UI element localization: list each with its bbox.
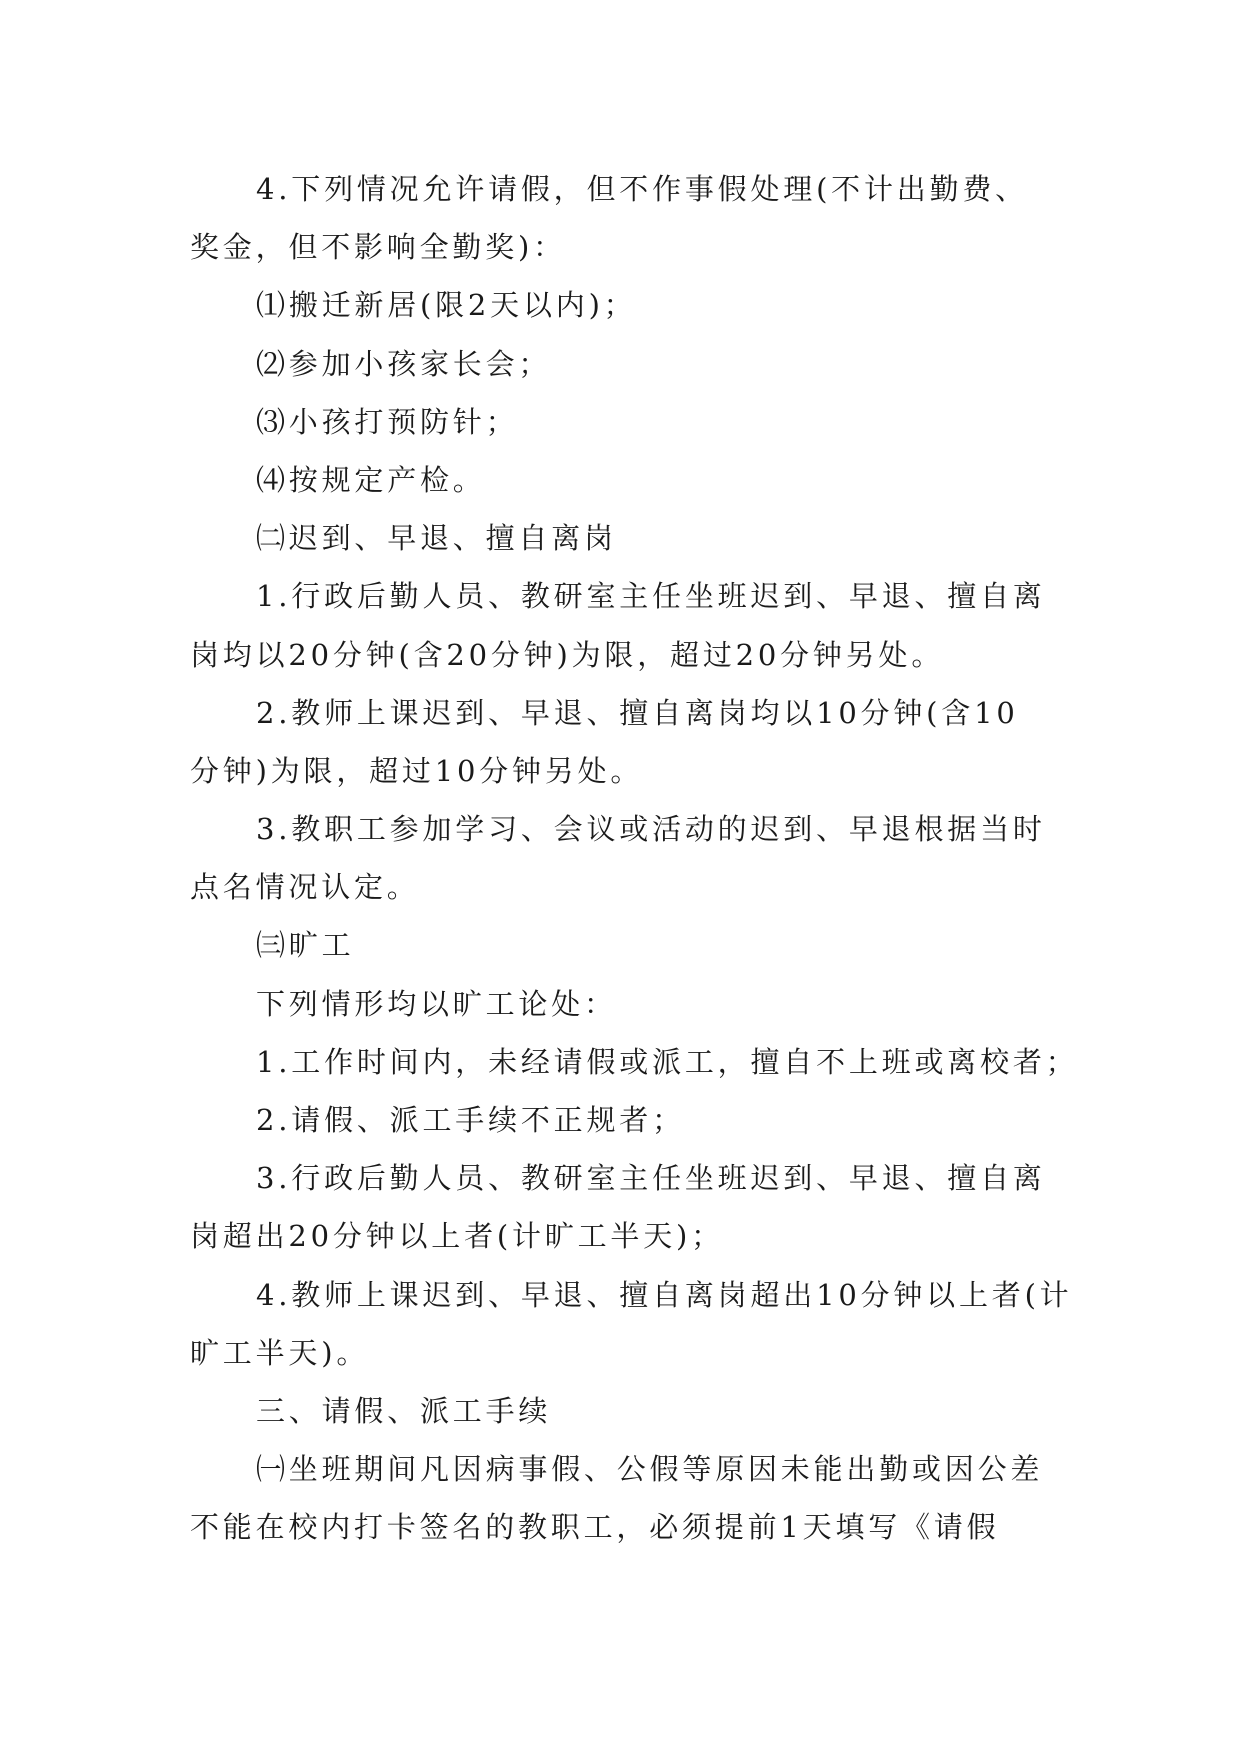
text-line: 岗超出20分钟以上者(计旷工半天)； [190, 1219, 724, 1254]
text-line: ⑶小孩打预防针； [256, 404, 519, 439]
text-line: 下列情形均以旷工论处： [256, 986, 617, 1021]
text-line: ⑴搬迁新居(限2天以内)； [256, 288, 637, 323]
text-line: ㈠坐班期间凡因病事假、公假等原因未能出勤或因公差 [256, 1452, 1044, 1487]
text-line: 3.教职工参加学习、会议或活动的迟到、早退根据当时 [256, 812, 1046, 847]
text-line: 3.行政后勤人员、教研室主任坐班迟到、早退、擅自离 [256, 1161, 1046, 1196]
text-line: 2.请假、派工手续不正规者； [256, 1103, 685, 1137]
text-line: ㈢旷工 [256, 928, 355, 963]
text-line: 1.行政后勤人员、教研室主任坐班迟到、早退、擅自离 [256, 579, 1046, 614]
text-line: 1.工作时间内，未经请假或派工，擅自不上班或离校者； [256, 1044, 1079, 1079]
document-body [190, 160, 1079, 1557]
text-line: 三、请假、派工手续 [256, 1393, 552, 1428]
text-line: 旷工半天)。 [190, 1335, 370, 1370]
text-line: 点名情况认定。 [190, 870, 420, 905]
text-line: 2.教师上课迟到、早退、擅自离岗均以10分钟(含10 [256, 695, 1019, 730]
text-line: 不能在校内打卡签名的教职工，必须提前1天填写《请假 [190, 1510, 1000, 1545]
text-line: 奖金，但不影响全勤奖)： [190, 230, 566, 265]
text-line: 分钟)为限，超过10分钟另处。 [190, 753, 644, 788]
text-line: ⑵参加小孩家长会； [256, 346, 552, 381]
text-line: 4.下列情况允许请假，但不作事假处理(不计出勤费、 [256, 172, 1028, 206]
text-line: ㈡迟到、早退、擅自离岗 [256, 521, 617, 556]
text-line: 岗均以20分钟(含20分钟)为限，超过20分钟另处。 [190, 637, 945, 672]
text-line: ⑷按规定产检。 [256, 462, 486, 497]
text-line: 4.教师上课迟到、早退、擅自离岗超出10分钟以上者(计 [256, 1277, 1073, 1312]
